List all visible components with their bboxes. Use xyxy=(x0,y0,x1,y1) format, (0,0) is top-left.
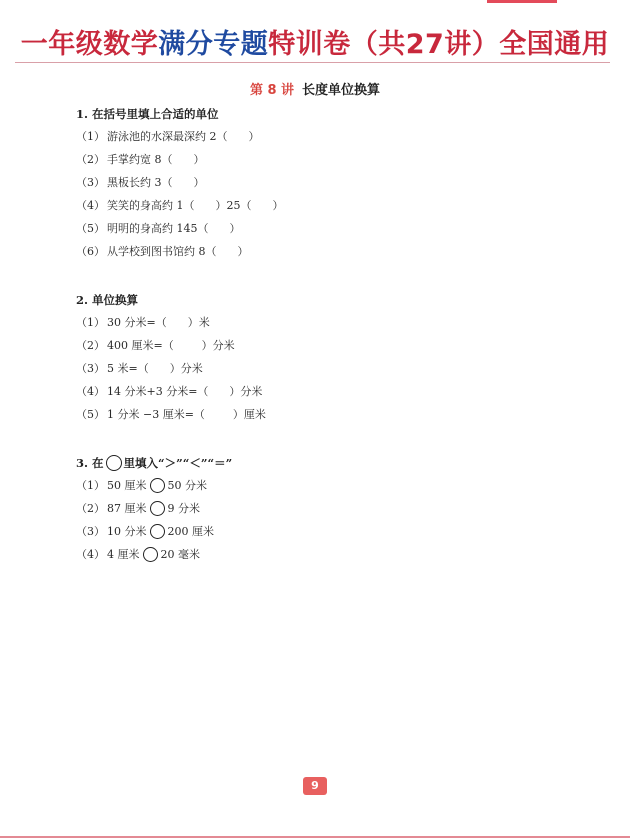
compare-right: 200 厘米 xyxy=(167,525,214,538)
question-2-1 xyxy=(76,311,556,334)
question-number: （2） xyxy=(76,153,105,166)
question-number: （3） xyxy=(76,176,105,189)
question-text: 黑板长约 3（ ） xyxy=(107,176,205,189)
banner-title-part3: 特训卷（共27讲）全国通用 xyxy=(268,28,610,60)
question-text: 笑笑的身高约 1（ ）25（ ） xyxy=(107,199,284,212)
question-number: （3） xyxy=(76,525,105,538)
compare-left: 50 厘米 xyxy=(107,479,147,492)
bottom-divider xyxy=(0,836,630,838)
compare-circle[interactable] xyxy=(150,501,165,516)
question-text: 400 厘米=（ ）分米 xyxy=(107,339,235,352)
question-1-1 xyxy=(76,125,556,148)
banner-title xyxy=(21,22,610,61)
question-3-2 xyxy=(76,497,556,520)
compare-right: 20 毫米 xyxy=(160,548,200,561)
question-text: 从学校到图书馆约 8（ ） xyxy=(107,245,249,258)
banner-divider xyxy=(15,62,610,63)
question-text: 14 分米+3 分米=（ ）分米 xyxy=(107,385,263,398)
question-text: 1 分米 −3 厘米=（ ）厘米 xyxy=(107,408,266,421)
section-3-title-end: 里填入“＞”“＜”“＝” xyxy=(123,456,233,470)
question-text: 游泳池的水深最深约 2（ ） xyxy=(107,130,260,143)
compare-circle[interactable] xyxy=(150,478,165,493)
section-3-title xyxy=(76,452,556,474)
banner-title-part1: 一年级数学 xyxy=(20,28,159,60)
section-2 xyxy=(76,289,556,426)
section-3-title-start: 3. 在 xyxy=(76,456,104,470)
top-accent-bar xyxy=(487,0,557,3)
question-text: 30 分米=（ ）米 xyxy=(107,316,210,329)
question-number: （2） xyxy=(76,502,105,515)
section-1 xyxy=(76,103,556,263)
question-1-2 xyxy=(76,148,556,171)
compare-left: 4 厘米 xyxy=(107,548,140,561)
compare-circle[interactable] xyxy=(143,547,158,562)
compare-left: 10 分米 xyxy=(107,525,147,538)
question-text: 手掌约宽 8（ ） xyxy=(107,153,205,166)
compare-right: 50 分米 xyxy=(167,479,207,492)
question-1-5 xyxy=(76,217,556,240)
question-number: （2） xyxy=(76,339,105,352)
question-number: （6） xyxy=(76,245,105,258)
section-1-title: 1. 在括号里填上合适的单位 xyxy=(76,107,219,121)
question-1-6 xyxy=(76,240,556,263)
compare-right: 9 分米 xyxy=(167,502,200,515)
question-2-2 xyxy=(76,334,556,357)
question-text: 5 米=（ ）分米 xyxy=(107,362,203,375)
question-number: （3） xyxy=(76,362,105,375)
question-number: （1） xyxy=(76,130,105,143)
header-banner xyxy=(0,20,630,62)
question-2-5 xyxy=(76,403,556,426)
question-number: （4） xyxy=(76,385,105,398)
compare-left: 87 厘米 xyxy=(107,502,147,515)
circle-icon xyxy=(106,455,122,471)
question-1-4 xyxy=(76,194,556,217)
lesson-heading xyxy=(0,79,630,98)
banner-title-part2: 满分专题 xyxy=(158,28,269,60)
page-number-badge: 9 xyxy=(303,777,327,795)
question-2-4 xyxy=(76,380,556,403)
question-number: （1） xyxy=(76,479,105,492)
question-number: （5） xyxy=(76,408,105,421)
section-2-title: 2. 单位换算 xyxy=(76,293,139,307)
question-3-3 xyxy=(76,520,556,543)
question-number: （4） xyxy=(76,199,105,212)
question-1-3 xyxy=(76,171,556,194)
compare-circle[interactable] xyxy=(150,524,165,539)
section-3 xyxy=(76,452,556,566)
question-number: （5） xyxy=(76,222,105,235)
lesson-title: 长度单位换算 xyxy=(302,83,381,98)
question-3-1 xyxy=(76,474,556,497)
question-text: 明明的身高约 145（ ） xyxy=(107,222,241,235)
question-3-4 xyxy=(76,543,556,566)
lesson-number: 第 8 讲 xyxy=(249,83,295,98)
question-2-3 xyxy=(76,357,556,380)
question-number: （1） xyxy=(76,316,105,329)
question-number: （4） xyxy=(76,548,105,561)
